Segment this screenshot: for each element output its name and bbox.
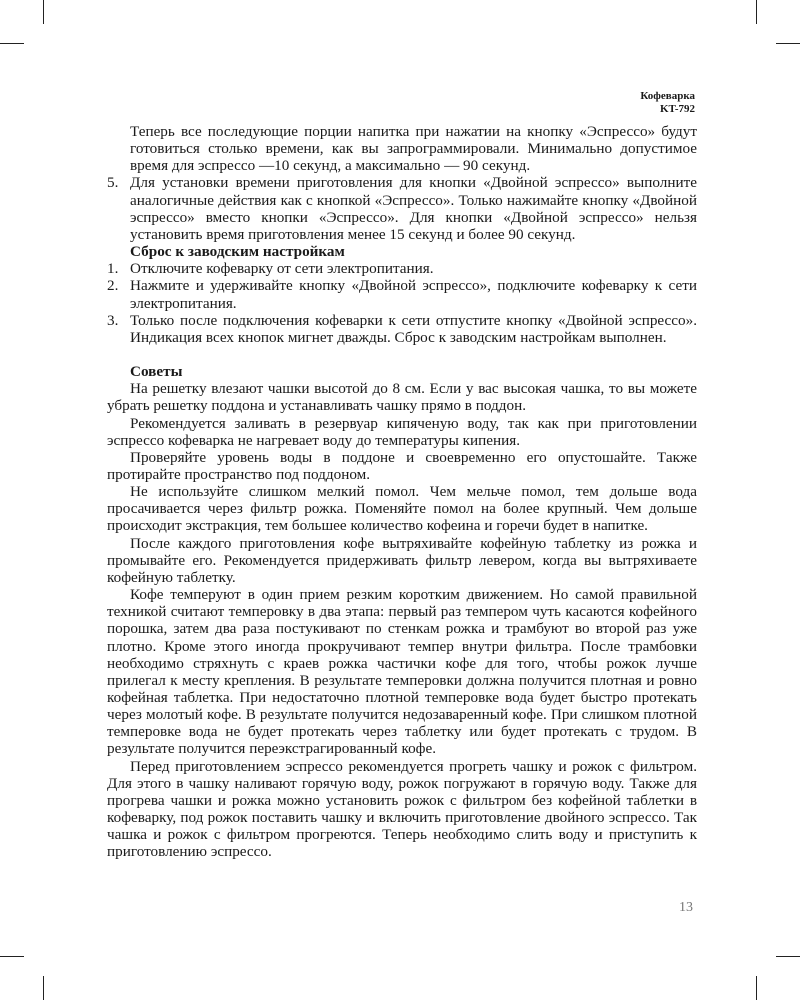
page-number: 13 <box>679 900 693 915</box>
list-number: 2. <box>107 277 119 295</box>
list-item-reset-3 <box>107 312 697 346</box>
list-number: 5. <box>107 174 119 192</box>
crop-mark <box>43 976 44 1000</box>
intro-paragraph: Теперь все последующие порции напитка при нажатии на кнопку «Эспрессо» будут готовиться столько времени, как вы запрограммировали. Минимально допустимое время для эспрессо —10 секунд, а максимально — 90 секунд. <box>130 123 697 175</box>
list-number: 1. <box>107 260 119 278</box>
tips-paragraph: После каждого приготовления кофе вытряхивайте кофейную таблетку из рожка и промывайте его. Рекомендуется придерживать фильтр левером, когда вы вытряхиваете кофейную таблетку. <box>107 534 697 586</box>
crop-mark <box>756 976 757 1000</box>
reset-heading: Сброс к заводским настройкам <box>130 243 345 261</box>
tips-paragraph: На решетку влезают чашки высотой до 8 см. Если у вас высокая чашка, то вы можете убрать решетку поддона и устанавливать чашку прямо в поддон. <box>107 380 697 415</box>
list-item-reset-2 <box>107 277 697 311</box>
tips-heading: Советы <box>130 363 183 381</box>
header-product: Кофеварка <box>640 90 695 102</box>
list-text: Отключите кофеварку от сети электропитания. <box>130 260 434 278</box>
tips-paragraph: Не используйте слишком мелкий помол. Чем мельче помол, тем дольше вода просачивается через фильтр рожка. Поменяйте помол на более крупный. Чем дольше происходит экстракция, тем большее количество кофеина и горечи будет в напитке. <box>107 483 697 535</box>
list-text: Для установки времени приготовления для кнопки «Двойной эспрессо» выполните аналогичные действия как с кнопкой «Эспрессо». Только нажимайте кнопку «Двойной эспрессо» вместо кнопки «Эспрессо». Для кнопки «Двойной эспрессо» нельзя установить время приготовления менее 15 секунд и более 90 секунд. <box>130 174 697 243</box>
tips-paragraph: Кофе темперуют в один прием резким коротким движением. Но самой правильной техникой считают темперовку в два этапа: первый раз темпером чуть касаются кофейного порошка, затем два раза постукивают по стенкам рожка и трамбуют во второй раз уже плотно. Кроме этого иногда прокручивают темпер внутри фильтра. После трамбовки необходимо стряхнуть с краев рожка частички кофе для того, чтобы рожок лучше прилегал к месту крепления. В результате темперовки должна получится плотная и ровно кофейная таблетка. При недостаточно плотной темперовке вода будет быстро протекать через молотый кофе. В результате получится недозаваренный кофе. При слишком плотной темперовке вода не будет протекать через таблетку или будет протекать с трудом. В результате получится переэкстрагированный кофе. <box>107 586 697 758</box>
tips-paragraph: Перед приготовлением эспрессо рекомендуется прогреть чашку и рожок с фильтром. Для этого в чашку наливают горячую воду, рожок погружают в горячую воду. Также для прогрева чашки и рожка можно установить рожок с фильтром без кофейной таблетки в кофеварку, под рожок поставить чашку и включить приготовление двойного эспрессо. Так чашка и рожок с фильтром прогреются. Теперь необходимо слить воду и приступить к приготовлению эспрессо. <box>107 757 697 861</box>
tips-paragraph: Проверяйте уровень воды в поддоне и своевременно его опустошайте. Также протирайте пространство под поддоном. <box>107 448 697 483</box>
list-text: Только после подключения кофеварки к сети отпустите кнопку «Двойной эспрессо». Индикация всех кнопок мигнет дважды. Сброс к заводским настройкам выполнен. <box>130 311 697 346</box>
crop-mark <box>0 956 24 957</box>
header-model: KT-792 <box>659 103 695 115</box>
running-header <box>640 90 695 116</box>
crop-mark <box>776 43 800 44</box>
list-number: 3. <box>107 311 119 329</box>
page-body <box>107 123 697 861</box>
tips-paragraph: Рекомендуется заливать в резервуар кипяченую воду, так как при приготовлении эспрессо кофеварка не нагревает воду до температуры кипения. <box>107 414 697 449</box>
crop-mark <box>776 956 800 957</box>
crop-mark <box>756 0 757 24</box>
list-item-reset-1 <box>107 260 697 277</box>
crop-mark <box>43 0 44 24</box>
list-item-step-5 <box>107 174 697 243</box>
crop-mark <box>0 43 24 44</box>
list-text: Нажмите и удерживайте кнопку «Двойной эспрессо», подключите кофеварку к сети электропитания. <box>130 277 697 312</box>
